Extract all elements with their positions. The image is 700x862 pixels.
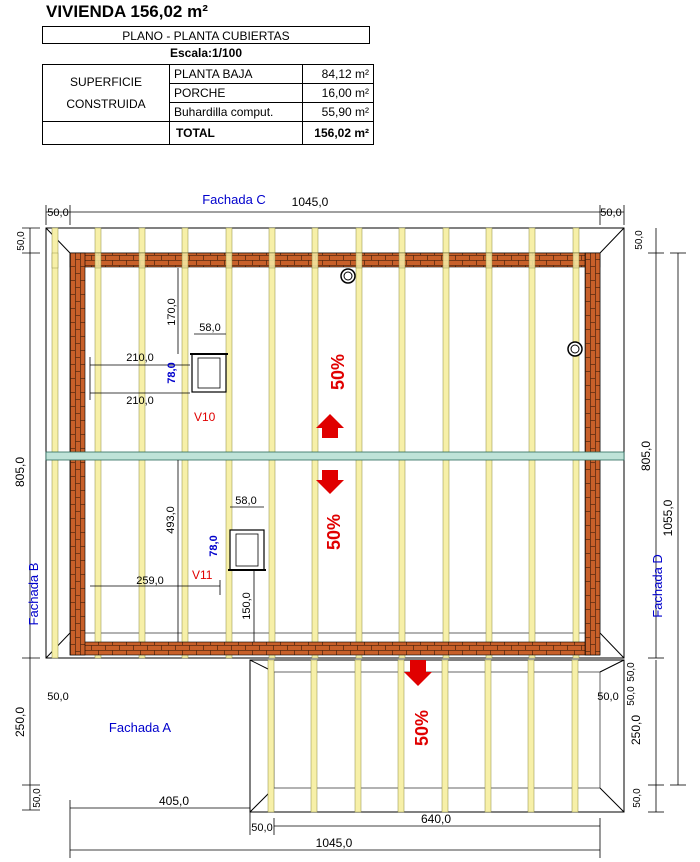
window-v11 (228, 530, 266, 570)
roof-outline (46, 228, 624, 658)
dim-left-height: 805,0 (13, 456, 27, 488)
rafter (573, 253, 579, 268)
dim-porch-left-overhang: 50,0 (251, 822, 273, 834)
rafter (269, 228, 275, 658)
rafter (139, 228, 145, 658)
area-row-name: Buhardilla comput. (170, 103, 303, 122)
plan-subtitle: PLANO - PLANTA CUBIERTAS (42, 26, 370, 44)
dim-porch-depth-right: 250,0 (629, 714, 643, 746)
label-v11: V11 (192, 568, 213, 582)
rafter (182, 253, 188, 268)
dim-v11-height: 78,0 (208, 535, 220, 557)
porch-roof (250, 660, 624, 812)
rafter (52, 253, 58, 268)
dim-porch-width: 640,0 (420, 812, 452, 826)
dim-v11-width: 58,0 (235, 495, 257, 507)
rafter (226, 228, 232, 658)
area-label-line1: SUPERFICIE (69, 75, 142, 89)
rafter (312, 253, 318, 268)
total-value: 156,02 m² (303, 122, 374, 145)
rafter (486, 253, 492, 268)
rafter (311, 660, 317, 812)
rafter (485, 660, 491, 812)
area-row-value: 55,90 m² (303, 103, 374, 122)
vent-circle (341, 269, 355, 283)
area-row-value: 84,12 m² (303, 65, 374, 84)
slope-arrow-down (316, 470, 344, 494)
dim-porch-side-overhang-b: 50,0 (626, 686, 637, 706)
rafter (268, 660, 274, 812)
rafter (269, 253, 275, 268)
rafter (529, 228, 535, 658)
dim-porch-side-overhang-a: 50,0 (626, 662, 637, 682)
dim-porch-right-small: 50,0 (597, 691, 619, 703)
rafter (528, 660, 534, 812)
dim-top-right-overhang: 50,0 (600, 207, 622, 219)
dim-left-top-overhang: 50,0 (16, 231, 27, 251)
area-row-name: PLANTA BAJA (170, 65, 303, 84)
rafter (399, 253, 405, 268)
rafter (356, 228, 362, 658)
rafter (226, 253, 232, 268)
porch-slope-arrow (404, 660, 432, 686)
wall-top (70, 253, 600, 267)
rafter (356, 253, 362, 268)
vent-circle (568, 342, 582, 356)
facade-c-label: Fachada C (202, 192, 266, 207)
dim-v10-from-top: 170,0 (166, 298, 178, 326)
slope-arrow-up (316, 414, 344, 438)
rafter-group (52, 228, 579, 658)
slope-label-porch: 50% (412, 709, 432, 747)
dim-v10-width: 58,0 (199, 322, 221, 334)
window-v10 (190, 354, 228, 392)
slope-label-upper: 50% (328, 353, 348, 391)
rafter (52, 228, 58, 658)
rafter (182, 228, 188, 658)
dim-top-left-overhang: 50,0 (47, 207, 69, 219)
area-row-name: PORCHE (170, 84, 303, 103)
dim-right-top-overhang: 50,0 (634, 230, 645, 250)
dim-v11-from-ridge: 493,0 (165, 506, 177, 534)
plan-scale: Escala:1/100 (169, 46, 243, 60)
total-label: TOTAL (170, 122, 303, 145)
dim-v10-offset-b: 210,0 (126, 395, 154, 407)
rafter (443, 253, 449, 268)
dim-top-total: 1045,0 (291, 195, 329, 209)
rafter (312, 228, 318, 658)
rafter (399, 228, 405, 658)
wall-bottom (70, 642, 600, 655)
rafter (443, 228, 449, 658)
slope-label-lower: 50% (324, 513, 344, 551)
dim-porch-depth-left: 250,0 (13, 706, 27, 738)
rafter (355, 660, 361, 812)
rafter (529, 253, 535, 268)
facade-d-label: Fachada D (650, 554, 665, 618)
dim-porch-left-small: 50,0 (47, 691, 69, 703)
dim-v10-offset-a: 210,0 (126, 352, 154, 364)
dim-v10-height: 78,0 (166, 362, 178, 384)
rafter (572, 660, 578, 812)
rafter (398, 660, 404, 812)
rafter (95, 253, 101, 268)
facade-a-label: Fachada A (108, 720, 172, 735)
dim-v11-from-left: 259,0 (136, 575, 164, 587)
rafter (139, 253, 145, 268)
rafter (442, 660, 448, 812)
rafter (95, 228, 101, 658)
dim-bottom-total: 1045,0 (315, 836, 353, 850)
facade-b-label: Fachada B (26, 562, 41, 626)
dim-v11-from-bottom: 150,0 (241, 592, 253, 620)
dim-right-height: 805,0 (639, 440, 653, 472)
page-title: VIVIENDA 156,02 m² (46, 2, 208, 21)
rafter (486, 228, 492, 658)
ridge-beam (46, 452, 624, 460)
dim-porch-bottom-overhang: 50,0 (632, 788, 643, 808)
label-v10: V10 (194, 410, 216, 424)
area-label-line2: CONSTRUIDA (66, 97, 146, 111)
dim-right-total: 1055,0 (661, 499, 675, 537)
area-row-value: 16,00 m² (303, 84, 374, 103)
rafter (573, 228, 579, 658)
dim-bottom-left-overhang: 50,0 (32, 788, 43, 808)
dim-porch-offset: 405,0 (158, 794, 190, 808)
